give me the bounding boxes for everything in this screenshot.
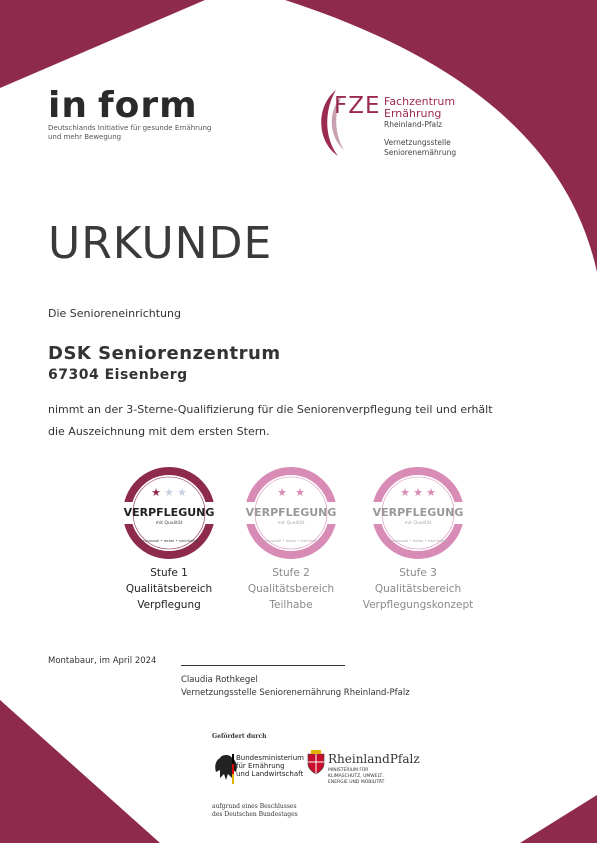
badge-stufe-2 bbox=[244, 466, 338, 560]
inform-subtitle-line1: Deutschlands Initiative für gesunde Ernährung bbox=[48, 124, 212, 132]
fze-abbr: FZE bbox=[334, 93, 381, 119]
inform-logo-right: form bbox=[97, 85, 198, 126]
fze-subunit-line1: Vernetzungsstelle bbox=[384, 138, 451, 147]
badge-tagline: genussvoll • lecker • nachhaltig bbox=[140, 539, 198, 543]
badge-subtitle: mit Qualität bbox=[277, 521, 305, 526]
fze-title-line2: Ernährung bbox=[384, 107, 442, 120]
badge-title: VERPFLEGUNG bbox=[245, 506, 337, 519]
star-icon: ★ bbox=[177, 486, 187, 499]
rlp-ministry-line2: KLIMASCHUTZ, UMWELT, bbox=[328, 774, 384, 779]
certificate-title: URKUNDE bbox=[48, 218, 273, 269]
rlp-ministry-line1: MINISTERIUM FÜR bbox=[328, 768, 369, 773]
bmel-line2: für Ernährung bbox=[236, 762, 285, 770]
badge-caption-area1: Qualitätsbereich bbox=[247, 583, 335, 595]
badge-caption-3 bbox=[348, 565, 488, 613]
fze-subunit-line2: Seniorenernährung bbox=[384, 148, 457, 157]
star-icon: ★ bbox=[426, 486, 436, 499]
funding-label: Gefördert durch bbox=[212, 733, 267, 740]
place-date: Montabaur, im April 2024 bbox=[48, 656, 157, 666]
fze-region: Rheinland-Pfalz bbox=[384, 120, 443, 129]
badge-tagline: genussvoll • lecker • nachhaltig bbox=[389, 539, 447, 543]
star-icon: ★ bbox=[400, 486, 410, 499]
top-left-corner-shape bbox=[0, 0, 205, 88]
bottom-left-corner-shape bbox=[0, 700, 160, 843]
badge-title: VERPFLEGUNG bbox=[372, 506, 464, 519]
bundestag-resolution bbox=[212, 803, 298, 819]
badge-seal-icon bbox=[122, 466, 216, 560]
badge-caption-area2: Verpflegung bbox=[137, 599, 201, 611]
star-icon: ★ bbox=[164, 486, 174, 499]
inform-logo bbox=[48, 85, 198, 126]
star-icon: ★ bbox=[295, 486, 305, 499]
badge-subtitle: mit Qualität bbox=[155, 521, 183, 526]
badge-stufe-1 bbox=[122, 466, 216, 560]
signatory bbox=[181, 674, 410, 700]
bmel-name bbox=[236, 754, 316, 778]
badge-caption-2 bbox=[221, 565, 361, 613]
intro-text: Die Senioreneinrichtung bbox=[48, 307, 181, 320]
rlp-name: RheinlandPfalz bbox=[328, 752, 420, 766]
signature-line bbox=[181, 665, 345, 666]
badge-caption-area2: Teilhabe bbox=[269, 599, 313, 611]
award-description: nimmt an der 3-Sterne-Qualifizierung für die Seniorenverpflegung teil und erhält die Auszeichnung mit dem ersten Stern. bbox=[48, 403, 493, 438]
institution-city: 67304 Eisenberg bbox=[48, 367, 188, 383]
rlp-coat-of-arms-icon bbox=[306, 750, 326, 776]
signatory-name: Claudia Rothkegel bbox=[181, 675, 258, 685]
rlp-ministry-line3: ENERGIE UND MOBILITÄT bbox=[328, 780, 385, 785]
badge-title: VERPFLEGUNG bbox=[123, 506, 215, 519]
badge-seal-icon bbox=[371, 466, 465, 560]
badge-tagline: genussvoll • lecker • nachhaltig bbox=[262, 539, 320, 543]
fze-title bbox=[384, 96, 455, 120]
bmel-line1: Bundesministerium bbox=[236, 754, 304, 762]
fze-subunit bbox=[384, 138, 474, 158]
fze-title-line1: Fachzentrum bbox=[384, 95, 456, 108]
institution-name: DSK Seniorenzentrum bbox=[48, 343, 281, 364]
bmel-line3: und Landwirtschaft bbox=[236, 770, 304, 778]
badge-caption-area1: Qualitätsbereich bbox=[125, 583, 213, 595]
badge-caption-stage: Stufe 1 bbox=[150, 567, 188, 579]
star-icon: ★ bbox=[151, 486, 161, 499]
badge-subtitle: mit Qualität bbox=[404, 521, 432, 526]
resolution-line1: aufgrund eines Beschlusses bbox=[212, 803, 297, 810]
star-icon: ★ bbox=[277, 486, 287, 499]
inform-subtitle bbox=[48, 124, 248, 142]
inform-logo-left: in bbox=[48, 85, 88, 126]
rlp-ministry bbox=[328, 768, 408, 786]
signatory-org: Vernetzungsstelle Seniorenernährung Rheinland-Pfalz bbox=[181, 688, 410, 698]
badge-stufe-3 bbox=[371, 466, 465, 560]
badge-caption-stage: Stufe 3 bbox=[399, 567, 437, 579]
badge-caption-stage: Stufe 2 bbox=[272, 567, 310, 579]
badge-seal-icon bbox=[244, 466, 338, 560]
badge-caption-1 bbox=[99, 565, 239, 613]
inform-subtitle-line2: und mehr Bewegung bbox=[48, 133, 122, 141]
bottom-right-corner-shape bbox=[520, 795, 597, 843]
badge-caption-area1: Qualitätsbereich bbox=[374, 583, 462, 595]
star-icon: ★ bbox=[413, 486, 423, 499]
resolution-line2: des Deutschen Bundestages bbox=[212, 811, 298, 818]
badge-caption-area2: Verpflegungskonzept bbox=[362, 599, 474, 611]
